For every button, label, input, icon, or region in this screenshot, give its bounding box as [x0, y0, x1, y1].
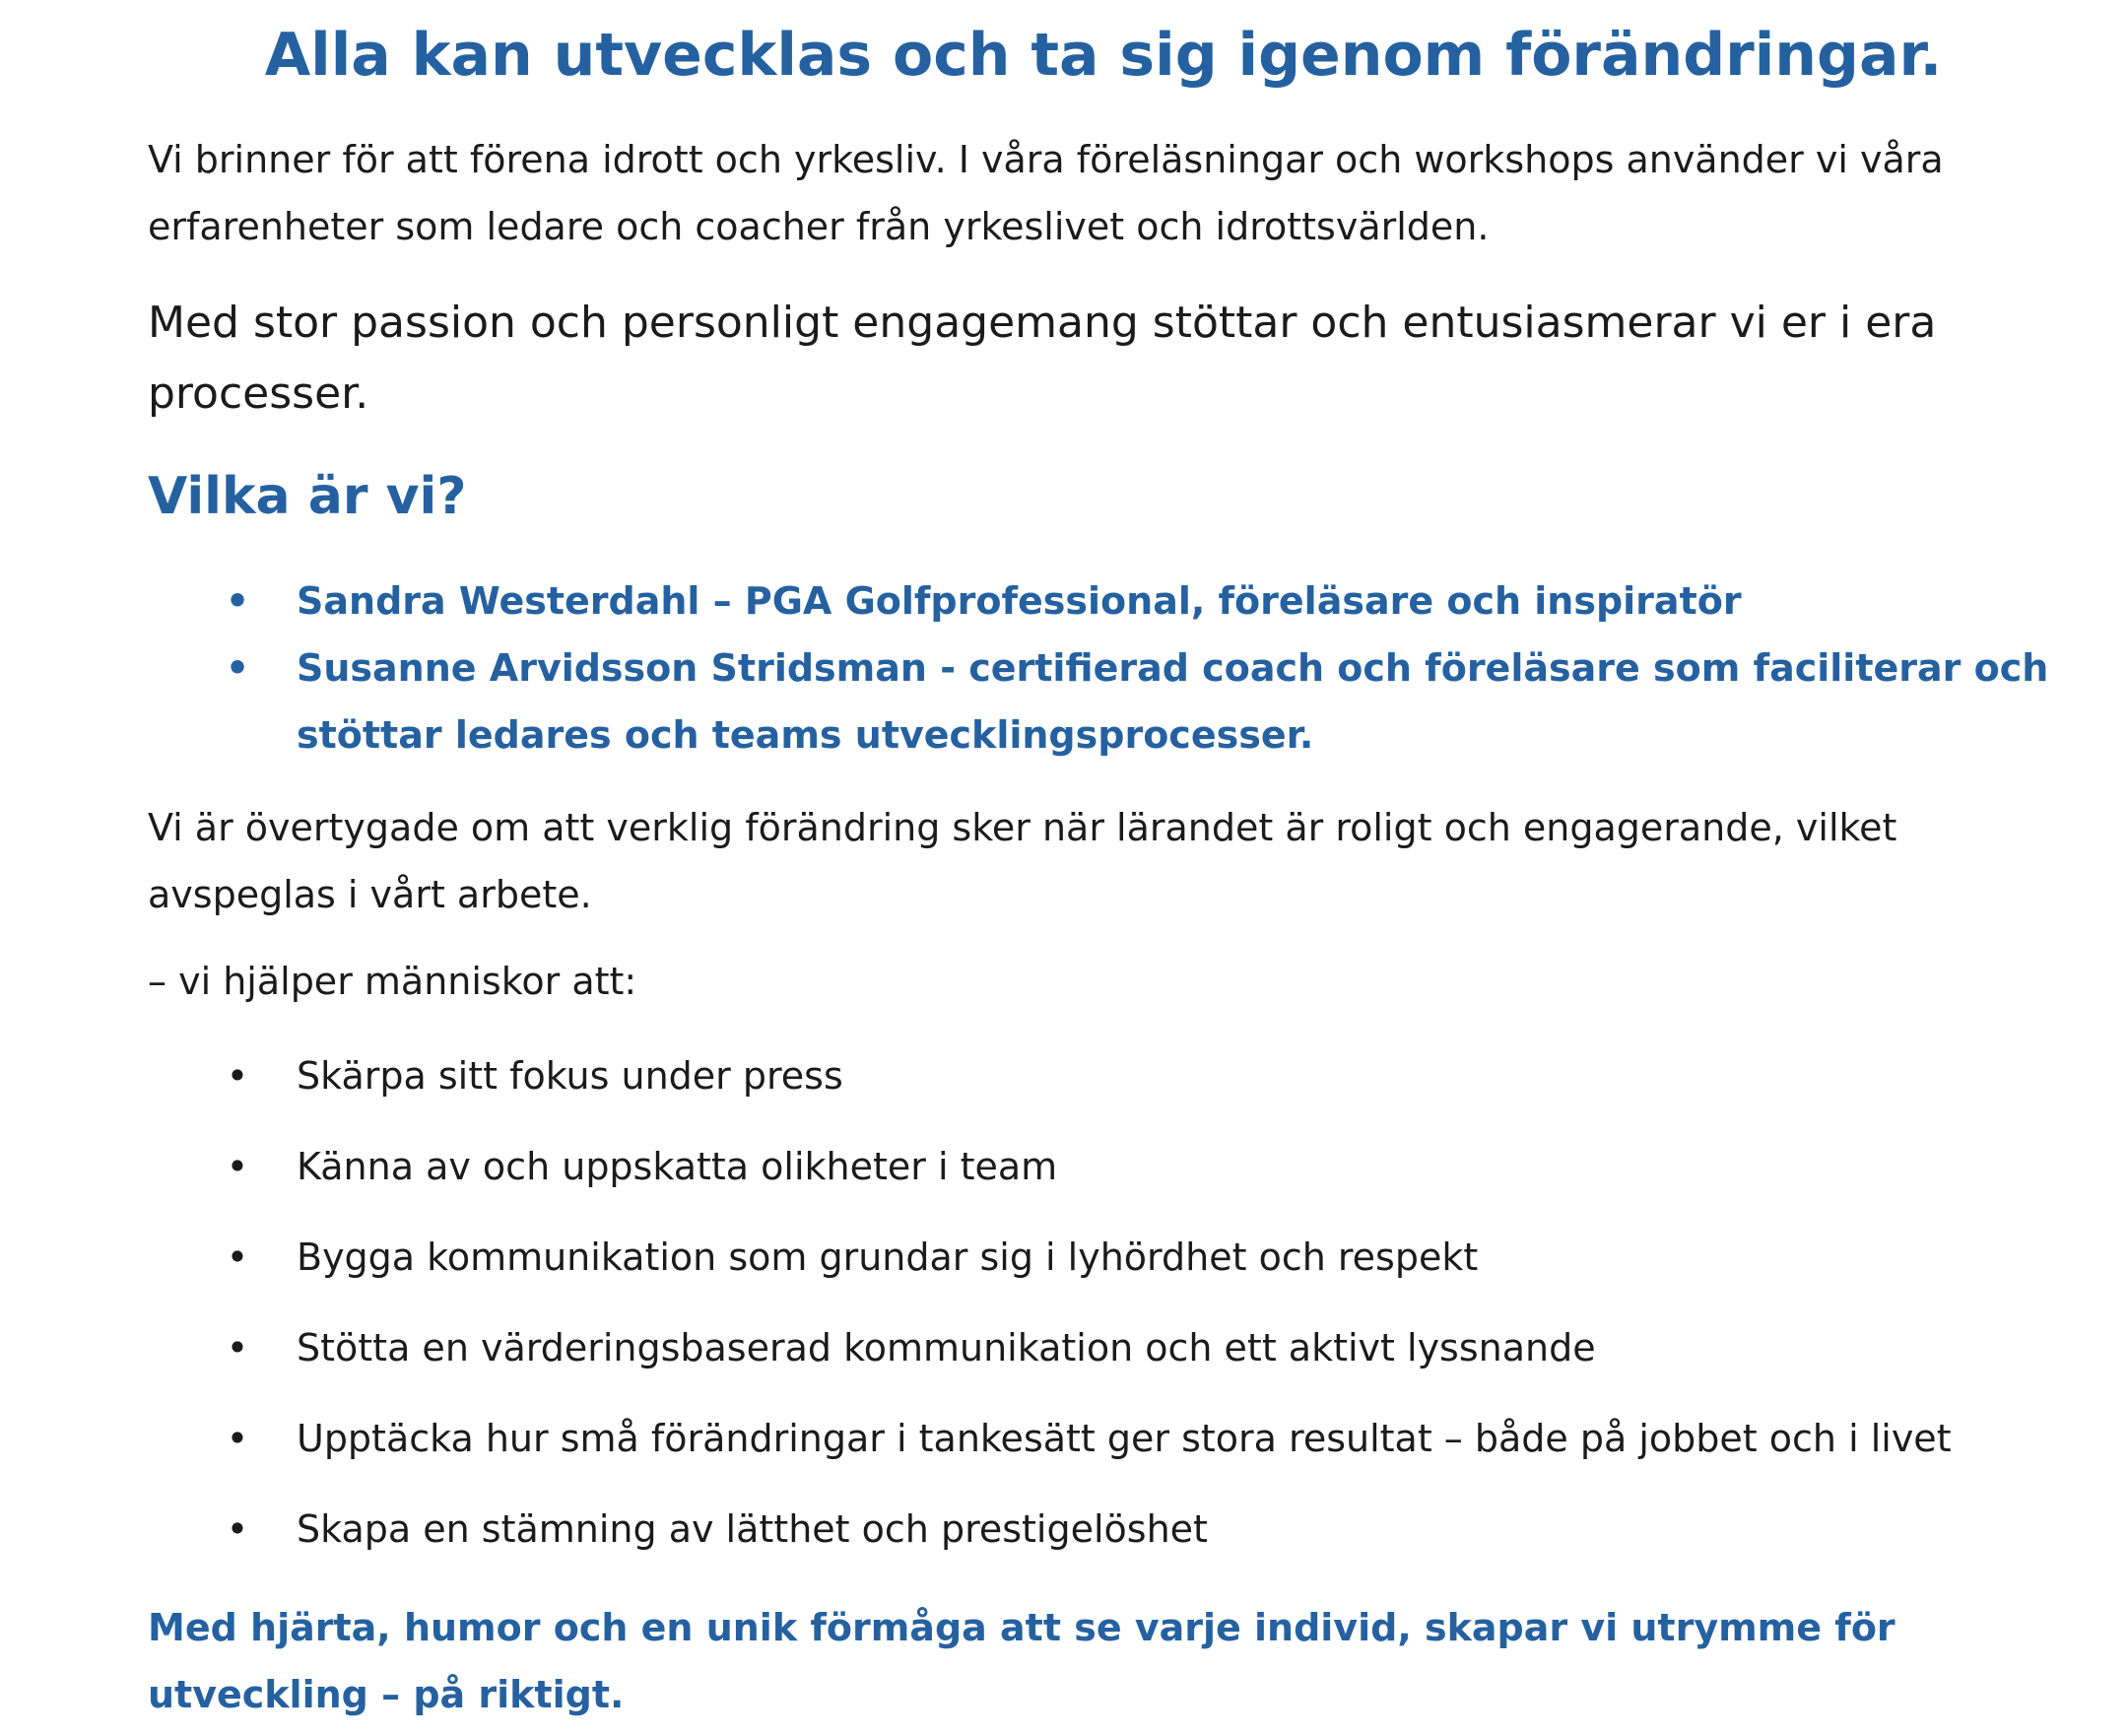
help-point-item	[148, 1405, 2059, 1472]
person-item-susanne	[148, 634, 2059, 768]
belief-paragraph-line-1: Vi är övertygade om att verklig förändring sker när lärandet är roligt och engagerande, vilket	[148, 806, 1897, 849]
help-point-item	[148, 1133, 2059, 1200]
people-list	[148, 568, 2059, 768]
intro-paragraph-line-2: erfarenheter som ledare och coacher från yrkeslivet och idrottsvärlden.	[148, 205, 1490, 248]
bullet-icon: •	[226, 1235, 249, 1279]
closing-line-2: utveckling – på riktigt.	[148, 1673, 625, 1716]
bullet-icon: •	[226, 1326, 249, 1369]
closing-line-1: Med hjärta, humor och en unik förmåga att se varje individ, skapar vi utrymme för	[148, 1606, 1895, 1649]
bullet-icon: •	[226, 1054, 249, 1098]
who-heading: Vilka är vi?	[148, 467, 467, 526]
help-points-list	[148, 1042, 2059, 1586]
help-point-text: Stötta en värderingsbaserad kommunikation och ett aktivt lyssnande	[297, 1326, 1596, 1369]
help-point-item	[148, 1042, 2059, 1109]
help-point-text: Upptäcka hur små förändringar i tankesätt ger stora resultat – både på jobbet och i livet	[297, 1417, 1952, 1460]
belief-paragraph	[148, 794, 2049, 928]
help-point-item	[148, 1224, 2059, 1291]
passion-paragraph-line-1: Med stor passion och personligt engagemang stöttar och entusiasmerar vi er i era	[148, 298, 1937, 348]
bullet-icon: •	[226, 1145, 249, 1188]
help-point-text: Känna av och uppskatta olikheter i team	[297, 1145, 1058, 1188]
bullet-icon: •	[226, 1417, 249, 1460]
passion-paragraph-line-2: processer.	[148, 368, 369, 419]
person-text-line-2: stöttar ledares och teams utvecklingsprocesser.	[297, 713, 1314, 757]
belief-paragraph-line-2: avspeglas i vårt arbete.	[148, 873, 592, 916]
help-point-text: Bygga kommunikation som grundar sig i lyhördhet och respekt	[297, 1235, 1479, 1279]
bullet-icon: •	[226, 1507, 249, 1551]
person-item-sandra	[148, 568, 2059, 634]
bullet-icon: •	[225, 579, 250, 623]
help-intro: – vi hjälper människor att:	[148, 960, 637, 1003]
intro-paragraph	[148, 126, 2049, 260]
help-point-text: Skärpa sitt fokus under press	[297, 1054, 843, 1098]
help-point-item	[148, 1496, 2059, 1563]
help-point-item	[148, 1314, 2059, 1381]
person-text-line-1: Susanne Arvidsson Stridsman - certifierad coach och föreläsare som faciliterar och	[297, 646, 2049, 690]
person-text: Sandra Westerdahl – PGA Golfprofessional, föreläsare och inspiratör	[297, 579, 1742, 623]
intro-paragraph-line-1: Vi brinner för att förena idrott och yrkesliv. I våra föreläsningar och workshops använder vi våra	[148, 138, 1944, 181]
passion-paragraph	[148, 288, 2049, 430]
closing-statement	[148, 1594, 2049, 1728]
help-point-text: Skapa en stämning av lätthet och prestigelöshet	[297, 1507, 1208, 1551]
bullet-icon: •	[225, 646, 250, 690]
page-title: Alla kan utvecklas och ta sig igenom förändringar.	[264, 21, 1943, 90]
